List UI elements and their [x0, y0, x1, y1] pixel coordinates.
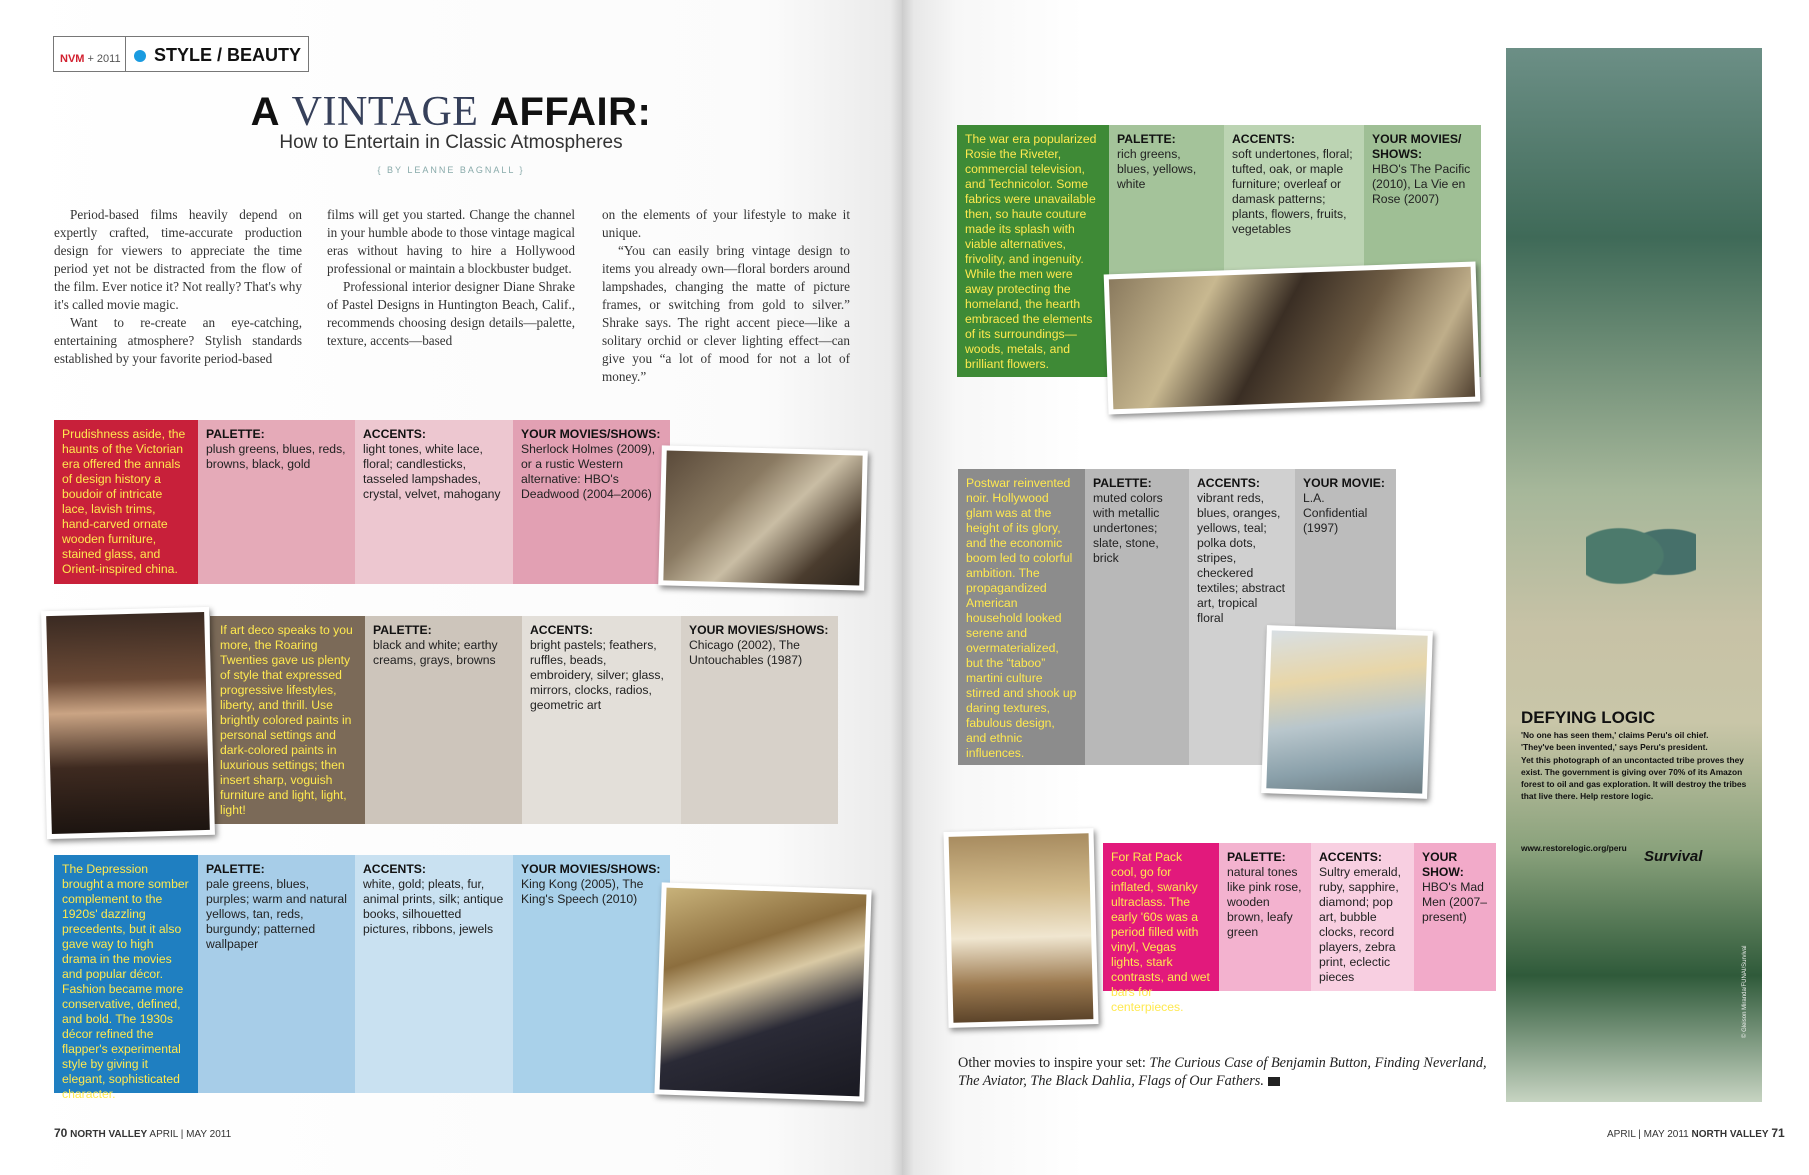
- movies-text: Chicago (2002), The Untouchables (1987): [689, 638, 803, 667]
- huts-image: [1586, 508, 1696, 588]
- era-block-artdeco: [210, 616, 838, 824]
- photo-credit: © Gleison Miranda/FUNAI/Survival: [1742, 945, 1748, 1038]
- palette-heading: PALETTE:: [206, 427, 265, 441]
- magazine-name: NORTH VALLEY: [1691, 1129, 1769, 1140]
- article-subtitle: How to Entertain in Classic Atmospheres: [279, 132, 623, 153]
- accents-cell: [522, 616, 681, 824]
- ad-body: [1521, 729, 1751, 803]
- body-paragraph: Professional interior designer Diane Shrake of Pastel Designs in Huntington Beach, Calif., recommends choosing design details—palette, texture, accents—based: [327, 279, 575, 348]
- era-intro: The Depression brought a more somber complement to the 1920s' dazzling precedents, but it also gave way to high drama in the movies and popular décor. Fashion became more conservative, defined, and bold. The 1930s décor refined the flapper's experimental style by giving it elegant, sophisticated character.: [54, 855, 198, 1093]
- accents-cell: [1311, 843, 1414, 991]
- palette-heading: PALETTE:: [1117, 132, 1176, 146]
- movies-text: Sherlock Holmes (2009), or a rustic Western alternative: HBO's Deadwood (2004–2006): [521, 442, 656, 501]
- palette-text: natural tones like pink rose, wooden brown, leafy green: [1227, 865, 1302, 939]
- palette-cell: [1219, 843, 1311, 991]
- movies-heading: YOUR MOVIES/SHOWS:: [521, 427, 661, 441]
- palette-text: muted colors with metallic undertones; slate, stone, brick: [1093, 491, 1163, 565]
- accents-heading: ACCENTS:: [1232, 132, 1295, 146]
- photo-ratpack: [943, 828, 1098, 1028]
- ad-headline: DEFYING LOGIC: [1521, 708, 1656, 727]
- movies-heading: YOUR SHOW:: [1422, 850, 1464, 879]
- accents-cell: [355, 855, 513, 1093]
- palette-text: plush greens, blues, reds, browns, black, gold: [206, 442, 346, 471]
- palette-text: pale greens, blues, purples; warm and natural yellows, tan, reds, burgundy; patterned wallpaper: [206, 877, 347, 951]
- accents-heading: ACCENTS:: [363, 862, 426, 876]
- body-column-2: [327, 206, 575, 350]
- other-movies-lead: Other movies to inspire your set:: [958, 1055, 1146, 1071]
- body-paragraph: Period-based films heavily depend on expertly crafted, time-accurate production design for viewers to appreciate the time period yet not be distracted from the flow of the film. Ever notice it? Not really? That's why it's called movie magic.: [54, 207, 302, 312]
- accents-text: bright pastels; feathers, ruffles, beads, embroidery, silver; glass, mirrors, clocks, radios, geometric art: [530, 638, 664, 712]
- survival-logo: Survival: [1644, 848, 1703, 865]
- palette-heading: PALETTE:: [373, 623, 432, 637]
- era-intro: If art deco speaks to you more, the Roaring Twenties gave us plenty of style that expressed progressive lifestyles, liberty, and thrill. Use brightly colored paints in personal settings and dark-colored paints in luxurious settings; then insert sharp, voguish furniture and light, light, light!: [210, 616, 365, 824]
- ad-url[interactable]: www.restorelogic.org/peru: [1521, 843, 1627, 853]
- photo-artdeco: [41, 607, 215, 839]
- body-paragraph: films will get you started. Change the channel in your humble abode to those vintage magical eras without having to hire a Hollywood professional or maintain a blockbuster budget.: [327, 207, 575, 276]
- era-block-ratpack: [1103, 843, 1496, 1014]
- ad-line: Yet this photograph of an uncontacted tribe proves they exist. The government is giving over 70% of its Amazon forest to oil and gas exploration. It will destroy the tribes that live there. Help restore logic.: [1521, 754, 1747, 802]
- issue-date: APRIL | MAY 2011: [149, 1129, 232, 1140]
- accents-heading: ACCENTS:: [1197, 476, 1260, 490]
- page-number: 70: [54, 1126, 68, 1140]
- era-block-depression: [54, 855, 670, 1101]
- issue-date: APRIL | MAY 2011: [1607, 1129, 1689, 1140]
- section-tag: [53, 36, 309, 72]
- movies-heading: YOUR MOVIES/ SHOWS:: [1372, 132, 1462, 161]
- palette-text: black and white; earthy creams, grays, browns: [373, 638, 498, 667]
- palette-cell: [198, 855, 355, 1093]
- page-folio-left: [54, 1126, 231, 1140]
- section-label: [126, 45, 301, 71]
- palette-cell: [198, 420, 355, 584]
- article-title: [0, 88, 902, 136]
- movies-cell: [1414, 843, 1496, 991]
- accents-text: Sultry emerald, ruby, sapphire, diamond; pop art, bubble clocks, record players, zebra print, eclectic pieces: [1319, 865, 1401, 984]
- photo-war: [1104, 262, 1481, 415]
- palette-text: rich greens, blues, yellows, white: [1117, 147, 1197, 191]
- section-name: STYLE / BEAUTY: [154, 45, 302, 65]
- movies-cell: [513, 420, 670, 584]
- magazine-name: NORTH VALLEY: [70, 1129, 148, 1140]
- movies-heading: YOUR MOVIE:: [1303, 476, 1385, 490]
- palette-heading: PALETTE:: [1093, 476, 1152, 490]
- era-intro: Prudishness aside, the haunts of the Victorian era offered the annals of design history a boudoir of intricate lace, lavish trims, hand-carved ornate wooden furniture, stained glass, and Orient-inspired china.: [54, 420, 198, 584]
- photo-depression: [654, 882, 871, 1101]
- ad-line: 'They've been invented,' says Peru's president.: [1521, 742, 1708, 753]
- era-intro: For Rat Pack cool, go for inflated, swanky ultraclass. The early '60s was a period filled with vinyl, Vegas lights, stark contrasts, and wet bars for centerpieces.: [1103, 843, 1219, 991]
- movies-text: HBO's Mad Men (2007–present): [1422, 880, 1488, 924]
- movies-heading: YOUR MOVIES/SHOWS:: [689, 623, 829, 637]
- left-page: [0, 0, 902, 1175]
- movies-heading: YOUR MOVIES/SHOWS:: [521, 862, 661, 876]
- photo-postwar: [1261, 625, 1433, 799]
- other-movies-titles: The Curious Case of Benjamin Button, Finding Neverland, The Aviator, The Black Dahlia, Flags of Our Fathers.: [958, 1055, 1487, 1089]
- title-part-2: VINTAGE: [291, 89, 479, 135]
- photo-victorian: [658, 445, 868, 590]
- palette-cell: [365, 616, 522, 824]
- era-block-victorian: [54, 420, 670, 584]
- bullet-dot-icon: [134, 50, 146, 62]
- movies-text: King Kong (2005), The King's Speech (2010): [521, 877, 644, 906]
- accents-text: white, gold; pleats, fur, animal prints, silk; antique books, silhouetted pictures, ribbons, jewels: [363, 877, 504, 936]
- era-intro: The war era popularized Rosie the Riveter, commercial television, and Technicolor. Some fabrics were unavailable then, so haute couture made its splash with viable alternatives, frivolity, and ingenuity. While the men were away protecting the homeland, the hearth embraced the elements of its surroundings—woods, metals, and brilliant flowers.: [957, 125, 1109, 377]
- accents-text: vibrant reds, blues, oranges, yellows, teal; polka dots, stripes, checkered textiles; abstract art, tropical floral: [1197, 491, 1286, 625]
- body-paragraph: Want to re-create an eye-catching, entertaining atmosphere? Stylish standards established by your favorite period-based: [54, 315, 302, 366]
- body-paragraph: “You can easily bring vintage design to items you already own—floral borders around lampshades, changing the matte of picture frames, or switching from gold to silver.” Shrake says. The right accent piece—like a solitary orchid or clever lighting effect—can give you “a lot of mood for not a lot of money.”: [602, 243, 850, 384]
- era-intro: Postwar reinvented noir. Hollywood glam was at the height of its glory, and the economic boom led to colorful ambition. The propagandized American household looked serene and overmaterialized, but the “taboo” martini culture stirred and shook up daring textures, fabulous design, and ethnic influences.: [958, 469, 1085, 765]
- accents-heading: ACCENTS:: [530, 623, 593, 637]
- movies-cell: [513, 855, 670, 1093]
- brand-nvm: NVM: [60, 53, 85, 65]
- page-number: 71: [1771, 1126, 1785, 1140]
- page-folio-right: [1607, 1126, 1785, 1140]
- ad-line: 'No one has seen them,' claims Peru's oil chief.: [1521, 730, 1709, 740]
- body-paragraph: on the elements of your lifestyle to make it unique.: [602, 207, 850, 240]
- title-part-1: A: [250, 90, 281, 134]
- movies-text: L.A. Confidential (1997): [1303, 491, 1368, 535]
- palette-heading: PALETTE:: [206, 862, 265, 876]
- accents-text: light tones, white lace, floral; candlesticks, tasseled lampshades, crystal, velvet, mahogany: [363, 442, 501, 501]
- palette-heading: PALETTE:: [1227, 850, 1286, 864]
- accents-heading: ACCENTS:: [1319, 850, 1382, 864]
- accents-text: soft undertones, floral; tufted, oak, or maple furniture; overleaf or damask patterns; plants, flowers, fruits, vegetables: [1232, 147, 1353, 236]
- survival-ad: [1506, 48, 1762, 1102]
- byline: { BY LEANNE BAGNALL }: [377, 165, 525, 175]
- accents-cell: [355, 420, 513, 584]
- end-mark-icon: [1268, 1077, 1280, 1086]
- movies-text: HBO's The Pacific (2010), La Vie en Rose (2007): [1372, 162, 1471, 206]
- magazine-brand: [54, 37, 126, 71]
- body-column-3: [602, 206, 850, 386]
- palette-cell: [1085, 469, 1189, 765]
- brand-year: + 2011: [87, 53, 121, 65]
- other-movies-credit: [958, 1054, 1488, 1090]
- accents-heading: ACCENTS:: [363, 427, 426, 441]
- title-part-3: AFFAIR:: [490, 90, 652, 134]
- body-column-1: [54, 206, 302, 368]
- movies-cell: [681, 616, 838, 824]
- spine-shadow: [890, 0, 914, 1175]
